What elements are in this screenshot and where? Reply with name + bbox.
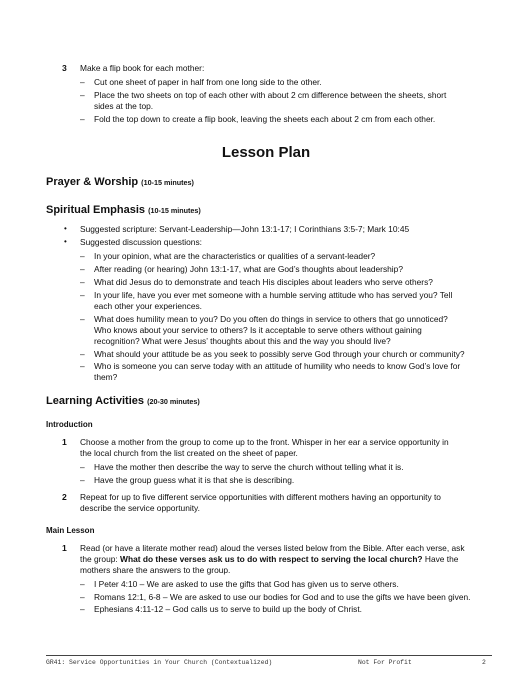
- question-item: In your life, have you ever met someone with a humble serving attitude who has served you? Tell: [94, 290, 453, 300]
- footer-center: Not For Profit: [358, 659, 412, 666]
- dash: –: [80, 277, 85, 287]
- subheading-main-lesson: Main Lesson: [46, 526, 95, 535]
- list-item: Cut one sheet of paper in half from one long side to the other.: [94, 77, 322, 87]
- step-number: 3: [62, 63, 67, 73]
- step-text: Make a flip book for each mother:: [80, 63, 205, 73]
- scripture-text: Suggested scripture: Servant-Leadership—John 13:1-17; I Corinthians 3:5-7; Mark 10:45: [80, 224, 410, 234]
- subheading-introduction: Introduction: [46, 420, 93, 429]
- step-number: 1: [62, 437, 67, 447]
- footer-divider: [46, 655, 492, 656]
- question-item-continued: recognition? What were Jesus’ thoughts about this and the way you should live?: [94, 336, 391, 346]
- dash: –: [80, 90, 85, 100]
- sub-item: Have the group guess what it is that she is describing.: [94, 475, 295, 485]
- step-text-continued: describe the service opportunity.: [80, 503, 200, 513]
- step-text: Repeat for up to five different service opportunities with different mothers having an opportunity to: [80, 492, 441, 502]
- step-text: Read (or have a literate mother read) aloud the verses listed below from the Bible. After each verse, ask: [80, 543, 465, 553]
- step-text-continued: the local church from the list created on the sheet of paper.: [80, 448, 298, 458]
- dash: –: [80, 314, 85, 324]
- question-item-continued: them?: [94, 372, 118, 382]
- list-item: Fold the top down to create a flip book, leaving the sheets each about 2 cm from each other.: [94, 114, 436, 124]
- dash: –: [80, 114, 85, 124]
- page-title: Lesson Plan: [221, 144, 311, 161]
- verse-item: Romans 12:1, 6-8 – We are asked to use our bodies for God and to use the gifts we have been given.: [94, 592, 471, 602]
- question-item: What does humility mean to you? Do you often do things in service to others that go unnoticed?: [94, 314, 448, 324]
- sub-item: Have the mother then describe the way to serve the church without telling what it is.: [94, 462, 404, 472]
- dash: –: [80, 77, 85, 87]
- verse-item: I Peter 4:10 – We are asked to use the gifts that God has given us to serve others.: [94, 579, 399, 589]
- question-item: In your opinion, what are the characteristics or qualities of a servant-leader?: [94, 251, 376, 261]
- question-item-continued: each other your experiences.: [94, 301, 203, 311]
- footer-page-number: 2: [482, 659, 486, 666]
- list-item-continued: sides at the top.: [94, 101, 154, 111]
- bullet: •: [64, 237, 67, 246]
- step-number: 1: [62, 543, 67, 553]
- section-heading-prayer: Prayer & Worship (10-15 minutes): [46, 176, 194, 188]
- step-text: Choose a mother from the group to come up to the front. Whisper in her ear a service opportunity in: [80, 437, 449, 447]
- question-item: What should your attitude be as you seek to possibly serve God through your church or community?: [94, 349, 465, 359]
- key-question: What do these verses ask us to do with respect to serving the local church?: [120, 554, 423, 564]
- section-heading-learning: Learning Activities (20-30 minutes): [46, 395, 200, 407]
- verse-item: Ephesians 4:11-12 – God calls us to serve to build up the body of Christ.: [94, 604, 362, 614]
- question-item: What did Jesus do to demonstrate and teach His disciples about leaders who serve others?: [94, 277, 433, 287]
- section-heading-spiritual: Spiritual Emphasis (10-15 minutes): [46, 204, 201, 216]
- dash: –: [80, 264, 85, 274]
- dash: –: [80, 349, 85, 359]
- bullet: •: [64, 224, 67, 233]
- step-text-continued: the group: What do these verses ask us to do with respect to serving the local church? Have the: [80, 554, 459, 564]
- dash: –: [80, 290, 85, 300]
- dash: –: [80, 361, 85, 371]
- dash: –: [80, 579, 85, 589]
- questions-label: Suggested discussion questions:: [80, 237, 202, 247]
- list-item: Place the two sheets on top of each other with about 2 cm difference between the sheets, short: [94, 90, 447, 100]
- footer-left: GR41: Service Opportunities in Your Church (Contextualized): [46, 659, 273, 666]
- question-item: After reading (or hearing) John 13:1-17, what are God’s thoughts about leadership?: [94, 264, 403, 274]
- question-item: Who is someone you can serve today with an attitude of humility who needs to know God’s love for: [94, 361, 461, 371]
- dash: –: [80, 462, 85, 472]
- dash: –: [80, 604, 85, 614]
- dash: –: [80, 475, 85, 485]
- dash: –: [80, 251, 85, 261]
- dash: –: [80, 592, 85, 602]
- step-number: 2: [62, 492, 67, 502]
- question-item-continued: Who knows about your service to others? Is it acceptable to serve others without gaining: [94, 325, 422, 335]
- step-text-continued: mothers share the answers to the group.: [80, 565, 231, 575]
